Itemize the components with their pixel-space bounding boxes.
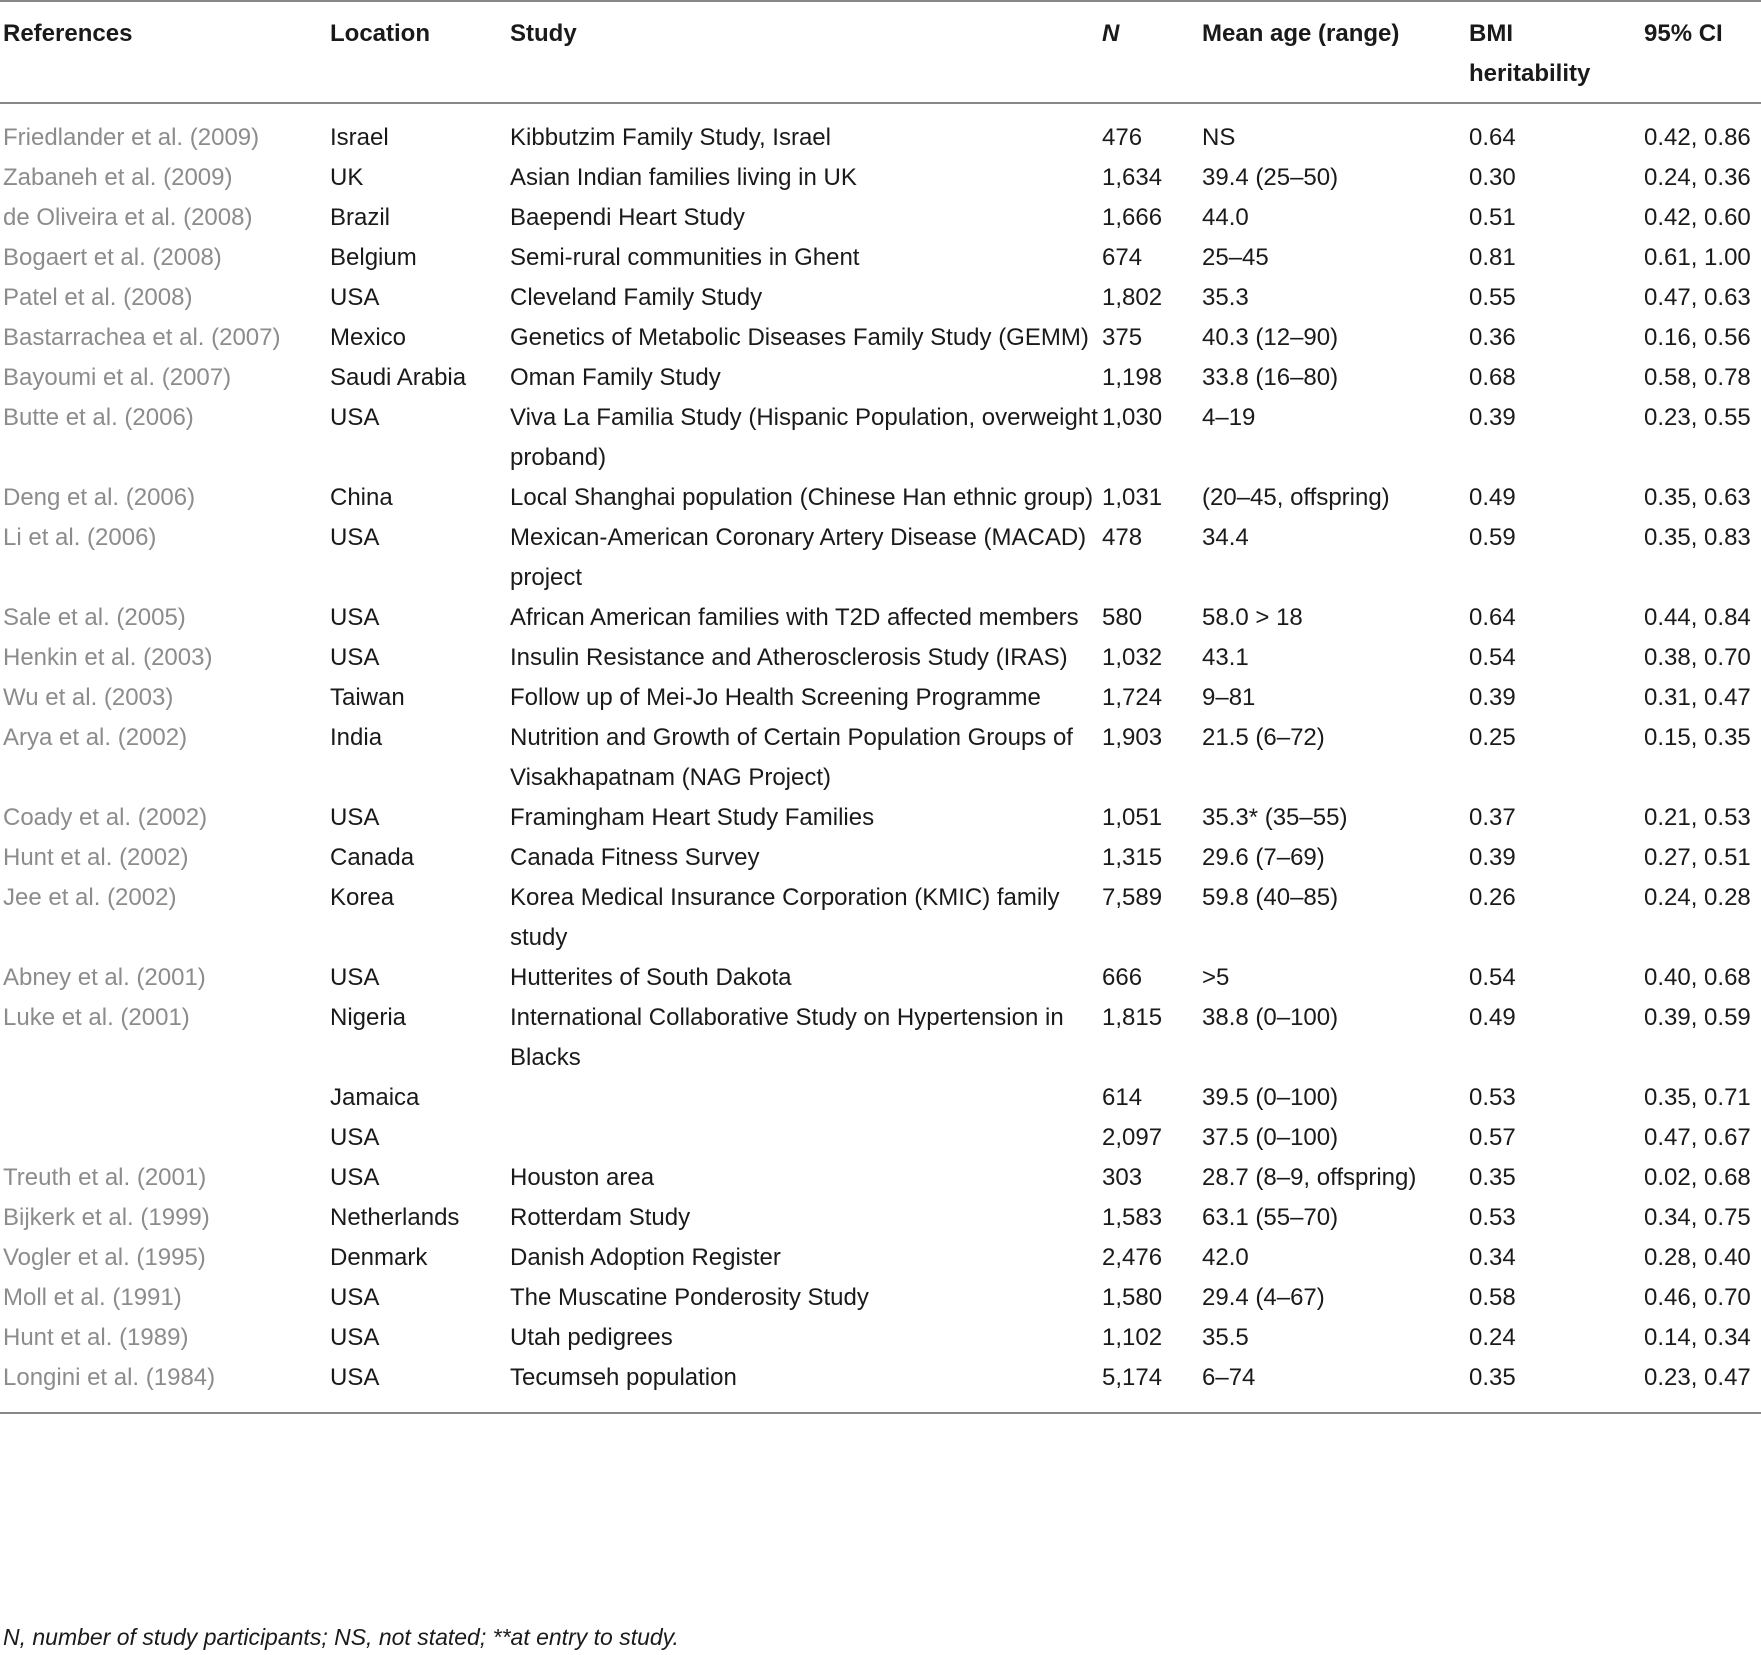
cell-location: Israel	[330, 124, 389, 151]
header-ci: 95% CI	[1644, 1, 1761, 103]
cell-reference: Vogler et al. (1995)	[3, 1244, 206, 1271]
cell-bmi-heritability: 0.39	[1469, 404, 1516, 431]
cell-bmi-heritability: 0.37	[1469, 804, 1516, 831]
cell-mean-age: >5	[1202, 964, 1230, 991]
cell-bmi-heritability: 0.68	[1469, 364, 1516, 391]
cell-reference: Bijkerk et al. (1999)	[3, 1204, 210, 1231]
cell-bmi-heritability: 0.49	[1469, 1004, 1516, 1031]
table-row	[0, 958, 1761, 998]
cell-study: Cleveland Family Study	[510, 284, 763, 311]
cell-study: Hutterites of South Dakota	[510, 964, 792, 991]
cell-study: Kibbutzim Family Study, Israel	[510, 124, 831, 151]
table-row	[0, 598, 1761, 638]
cell-location: USA	[330, 1358, 510, 1413]
cell-study: Houston area	[510, 1164, 655, 1191]
cell-study: Semi-rural communities in Ghent	[510, 244, 860, 271]
cell-mean-age: 39.4 (25–50)	[1202, 164, 1339, 191]
cell-n: 666	[1102, 964, 1143, 991]
cell-location: USA	[330, 524, 380, 551]
cell-study: Nutrition and Growth of Certain Population Groups of Visakhapatnam (NAG Project)	[510, 724, 1073, 791]
cell-study: Mexican-American Coronary Artery Disease (MACAD) project	[510, 524, 1087, 591]
cell-study: Canada Fitness Survey	[510, 844, 760, 871]
header-bmi-line2: heritability	[1469, 60, 1591, 87]
cell-mean-age: 40.3 (12–90)	[1202, 324, 1339, 351]
cell-mean-age: 29.6 (7–69)	[1202, 844, 1325, 871]
table-row	[0, 398, 1761, 478]
cell-bmi-heritability: 0.54	[1469, 644, 1516, 671]
cell-location: India	[330, 724, 383, 751]
cell-location: Netherlands	[330, 1204, 460, 1231]
cell-mean-age: 33.8 (16–80)	[1202, 364, 1339, 391]
table-row	[0, 798, 1761, 838]
cell-reference: Longini et al. (1984)	[0, 1358, 330, 1413]
cell-location: USA	[330, 644, 380, 671]
cell-reference: Henkin et al. (2003)	[3, 644, 213, 671]
table-row	[0, 158, 1761, 198]
cell-location: USA	[330, 1324, 380, 1351]
table-row	[0, 198, 1761, 238]
cell-ci: 0.28, 0.40	[1644, 1244, 1751, 1271]
cell-mean-age: 35.3* (35–55)	[1202, 804, 1348, 831]
cell-reference: Deng et al. (2006)	[3, 484, 196, 511]
cell-n: 1,198	[1102, 364, 1163, 391]
cell-mean-age: 35.3	[1202, 284, 1249, 311]
cell-mean-age: 35.5	[1202, 1324, 1249, 1351]
cell-mean-age: NS	[1202, 124, 1236, 151]
cell-ci: 0.61, 1.00	[1644, 244, 1751, 271]
cell-reference: Treuth et al. (2001)	[3, 1164, 207, 1191]
header-study: Study	[510, 1, 1102, 103]
cell-n: 1,031	[1102, 484, 1163, 511]
cell-bmi-heritability: 0.55	[1469, 284, 1516, 311]
cell-reference: Patel et al. (2008)	[3, 284, 193, 311]
cell-bmi-heritability: 0.25	[1469, 724, 1516, 751]
table-row	[0, 638, 1761, 678]
cell-study: Follow up of Mei-Jo Health Screening Programme	[510, 684, 1041, 711]
cell-location: Korea	[330, 884, 395, 911]
table-row	[0, 678, 1761, 718]
header-location: Location	[330, 1, 510, 103]
cell-reference: Coady et al. (2002)	[3, 804, 208, 831]
table-row	[0, 278, 1761, 318]
cell-location: Taiwan	[330, 684, 405, 711]
cell-study	[510, 1118, 1102, 1158]
cell-ci: 0.14, 0.34	[1644, 1324, 1751, 1351]
table-row	[0, 318, 1761, 358]
cell-location: USA	[330, 284, 380, 311]
cell-bmi-heritability: 0.36	[1469, 324, 1516, 351]
cell-reference: Zabaneh et al. (2009)	[3, 164, 233, 191]
cell-reference: Li et al. (2006)	[3, 524, 157, 551]
cell-study: Rotterdam Study	[510, 1204, 691, 1231]
cell-ci: 0.15, 0.35	[1644, 724, 1751, 751]
cell-n: 1,903	[1102, 724, 1163, 751]
cell-ci: 0.44, 0.84	[1644, 604, 1751, 631]
cell-n: 476	[1102, 124, 1143, 151]
header-mean-age: Mean age (range)	[1202, 1, 1469, 103]
cell-bmi-heritability: 0.58	[1469, 1284, 1516, 1311]
cell-location: Saudi Arabia	[330, 364, 467, 391]
cell-reference: Jee et al. (2002)	[3, 884, 177, 911]
cell-ci: 0.24, 0.28	[1644, 884, 1751, 911]
header-bmi-heritability	[1469, 1, 1644, 103]
table-row	[0, 998, 1761, 1078]
cell-location: Denmark	[330, 1244, 428, 1271]
table-row	[0, 1118, 1761, 1158]
table-row	[0, 1238, 1761, 1278]
cell-mean-age: 63.1 (55–70)	[1202, 1204, 1339, 1231]
footnote: N, number of study participants; NS, not stated; **at entry to study.	[3, 1624, 679, 1650]
cell-ci: 0.47, 0.67	[1644, 1124, 1751, 1151]
cell-ci: 0.16, 0.56	[1644, 324, 1751, 351]
cell-ci: 0.35, 0.63	[1644, 484, 1751, 511]
cell-ci: 0.42, 0.60	[1644, 204, 1751, 231]
cell-location: USA	[330, 1124, 380, 1151]
cell-bmi-heritability: 0.57	[1469, 1124, 1516, 1151]
cell-n: 2,097	[1102, 1124, 1163, 1151]
cell-ci: 0.21, 0.53	[1644, 804, 1751, 831]
cell-study: Oman Family Study	[510, 364, 721, 391]
cell-mean-age: 42.0	[1202, 1244, 1249, 1271]
cell-location: USA	[330, 604, 380, 631]
cell-ci: 0.23, 0.47	[1644, 1358, 1761, 1413]
cell-reference: Friedlander et al. (2009)	[3, 124, 260, 151]
cell-study: Asian Indian families living in UK	[510, 164, 857, 191]
cell-n: 5,174	[1102, 1358, 1202, 1413]
header-n: N	[1102, 1, 1202, 103]
cell-n: 1,032	[1102, 644, 1163, 671]
cell-mean-age: 29.4 (4–67)	[1202, 1284, 1325, 1311]
cell-study: Insulin Resistance and Atherosclerosis Study (IRAS)	[510, 644, 1068, 671]
cell-mean-age: 28.7 (8–9, offspring)	[1202, 1164, 1417, 1191]
cell-n: 7,589	[1102, 884, 1163, 911]
cell-reference: Abney et al. (2001)	[3, 964, 206, 991]
table-body	[0, 103, 1761, 1413]
cell-mean-age: 38.8 (0–100)	[1202, 1004, 1339, 1031]
cell-n: 580	[1102, 604, 1143, 631]
cell-location: China	[330, 484, 393, 511]
cell-n: 1,634	[1102, 164, 1163, 191]
cell-location: USA	[330, 404, 380, 431]
cell-n: 1,102	[1102, 1324, 1163, 1351]
cell-bmi-heritability: 0.26	[1469, 884, 1516, 911]
cell-ci: 0.47, 0.63	[1644, 284, 1751, 311]
table-row	[0, 103, 1761, 158]
cell-reference	[0, 1078, 330, 1118]
cell-study	[510, 1078, 1102, 1118]
table-row	[0, 1158, 1761, 1198]
cell-reference: Butte et al. (2006)	[3, 404, 194, 431]
cell-n: 1,580	[1102, 1284, 1163, 1311]
cell-location: USA	[330, 964, 380, 991]
table-row	[0, 1078, 1761, 1118]
cell-ci: 0.24, 0.36	[1644, 164, 1751, 191]
cell-bmi-heritability: 0.34	[1469, 1244, 1516, 1271]
cell-ci: 0.34, 0.75	[1644, 1204, 1751, 1231]
cell-ci: 0.42, 0.86	[1644, 124, 1751, 151]
cell-location: Brazil	[330, 204, 391, 231]
cell-ci: 0.38, 0.70	[1644, 644, 1751, 671]
cell-mean-age: 43.1	[1202, 644, 1249, 671]
table-row	[0, 358, 1761, 398]
cell-mean-age: 25–45	[1202, 244, 1269, 271]
cell-n: 478	[1102, 524, 1143, 551]
cell-n: 1,666	[1102, 204, 1163, 231]
cell-mean-age: 21.5 (6–72)	[1202, 724, 1325, 751]
cell-mean-age: 58.0 > 18	[1202, 604, 1303, 631]
cell-n: 1,724	[1102, 684, 1163, 711]
table-row	[0, 1278, 1761, 1318]
table-row	[0, 838, 1761, 878]
cell-ci: 0.35, 0.71	[1644, 1084, 1751, 1111]
cell-reference: Moll et al. (1991)	[3, 1284, 182, 1311]
cell-bmi-heritability: 0.64	[1469, 124, 1516, 151]
header-row	[0, 1, 1761, 103]
cell-location: Belgium	[330, 244, 417, 271]
cell-ci: 0.39, 0.59	[1644, 1004, 1751, 1031]
cell-location: USA	[330, 1164, 380, 1191]
cell-bmi-heritability: 0.39	[1469, 844, 1516, 871]
cell-n: 1,802	[1102, 284, 1163, 311]
cell-mean-age: 34.4	[1202, 524, 1249, 551]
cell-location: Canada	[330, 844, 415, 871]
cell-mean-age: 59.8 (40–85)	[1202, 884, 1339, 911]
cell-bmi-heritability: 0.24	[1469, 1324, 1516, 1351]
cell-study: Tecumseh population	[510, 1358, 1102, 1413]
header-bmi-line1: BMI	[1469, 20, 1513, 47]
cell-n: 1,815	[1102, 1004, 1163, 1031]
cell-n: 2,476	[1102, 1244, 1163, 1271]
cell-study: African American families with T2D affected members	[510, 604, 1079, 631]
cell-ci: 0.46, 0.70	[1644, 1284, 1751, 1311]
cell-reference: Bastarrachea et al. (2007)	[3, 324, 281, 351]
cell-study: Viva La Familia Study (Hispanic Population, overweight proband)	[510, 404, 1098, 471]
table-row	[0, 518, 1761, 598]
cell-mean-age: (20–45, offspring)	[1202, 484, 1390, 511]
cell-study: Local Shanghai population (Chinese Han ethnic group)	[510, 484, 1094, 511]
cell-reference: Hunt et al. (2002)	[3, 844, 189, 871]
cell-n: 1,315	[1102, 844, 1163, 871]
cell-reference: Hunt et al. (1989)	[3, 1324, 189, 1351]
cell-bmi-heritability: 0.35	[1469, 1164, 1516, 1191]
cell-mean-age: 37.5 (0–100)	[1202, 1124, 1339, 1151]
cell-location: Nigeria	[330, 1004, 407, 1031]
cell-bmi-heritability: 0.49	[1469, 484, 1516, 511]
cell-bmi-heritability: 0.51	[1469, 204, 1516, 231]
cell-study: Genetics of Metabolic Diseases Family Study (GEMM)	[510, 324, 1089, 351]
cell-bmi-heritability: 0.30	[1469, 164, 1516, 191]
cell-reference	[0, 1118, 330, 1158]
cell-location: USA	[330, 1284, 380, 1311]
cell-reference: Luke et al. (2001)	[3, 1004, 190, 1031]
cell-n: 1,051	[1102, 804, 1163, 831]
cell-location: UK	[330, 164, 364, 191]
cell-n: 303	[1102, 1164, 1143, 1191]
cell-bmi-heritability: 0.54	[1469, 964, 1516, 991]
cell-location: Jamaica	[330, 1084, 420, 1111]
table-row	[0, 718, 1761, 798]
cell-ci: 0.23, 0.55	[1644, 404, 1751, 431]
table-row	[0, 1198, 1761, 1238]
cell-reference: Sale et al. (2005)	[3, 604, 186, 631]
table-row	[0, 478, 1761, 518]
table-row	[0, 238, 1761, 278]
cell-mean-age: 44.0	[1202, 204, 1249, 231]
cell-n: 614	[1102, 1084, 1143, 1111]
table-row	[0, 1318, 1761, 1358]
cell-bmi-heritability: 0.35	[1469, 1358, 1644, 1413]
cell-ci: 0.27, 0.51	[1644, 844, 1751, 871]
cell-ci: 0.02, 0.68	[1644, 1164, 1751, 1191]
cell-study: Korea Medical Insurance Corporation (KMIC) family study	[510, 884, 1060, 951]
cell-bmi-heritability: 0.81	[1469, 244, 1516, 271]
cell-ci: 0.31, 0.47	[1644, 684, 1751, 711]
cell-mean-age: 9–81	[1202, 684, 1256, 711]
cell-reference: Wu et al. (2003)	[3, 684, 174, 711]
header-references: References	[0, 1, 330, 103]
cell-location: USA	[330, 804, 380, 831]
cell-n: 1,030	[1102, 404, 1163, 431]
cell-location: Mexico	[330, 324, 407, 351]
table-row	[0, 1358, 1761, 1413]
cell-mean-age: 6–74	[1202, 1358, 1469, 1413]
cell-n: 375	[1102, 324, 1143, 351]
cell-ci: 0.35, 0.83	[1644, 524, 1751, 551]
cell-study: Baependi Heart Study	[510, 204, 745, 231]
cell-n: 1,583	[1102, 1204, 1163, 1231]
cell-bmi-heritability: 0.39	[1469, 684, 1516, 711]
cell-study: Framingham Heart Study Families	[510, 804, 875, 831]
cell-reference: Bogaert et al. (2008)	[3, 244, 222, 271]
cell-bmi-heritability: 0.53	[1469, 1204, 1516, 1231]
cell-mean-age: 39.5 (0–100)	[1202, 1084, 1339, 1111]
cell-ci: 0.58, 0.78	[1644, 364, 1751, 391]
cell-study: The Muscatine Ponderosity Study	[510, 1284, 869, 1311]
cell-bmi-heritability: 0.64	[1469, 604, 1516, 631]
table-row	[0, 878, 1761, 958]
cell-reference: Bayoumi et al. (2007)	[3, 364, 232, 391]
cell-study: International Collaborative Study on Hypertension in Blacks	[510, 1004, 1064, 1071]
cell-study: Utah pedigrees	[510, 1324, 673, 1351]
cell-n: 674	[1102, 244, 1143, 271]
cell-mean-age: 4–19	[1202, 404, 1256, 431]
cell-bmi-heritability: 0.59	[1469, 524, 1516, 551]
cell-study: Danish Adoption Register	[510, 1244, 781, 1271]
cell-ci: 0.40, 0.68	[1644, 964, 1751, 991]
cell-bmi-heritability: 0.53	[1469, 1084, 1516, 1111]
cell-reference: de Oliveira et al. (2008)	[3, 204, 253, 231]
cell-reference: Arya et al. (2002)	[3, 724, 188, 751]
